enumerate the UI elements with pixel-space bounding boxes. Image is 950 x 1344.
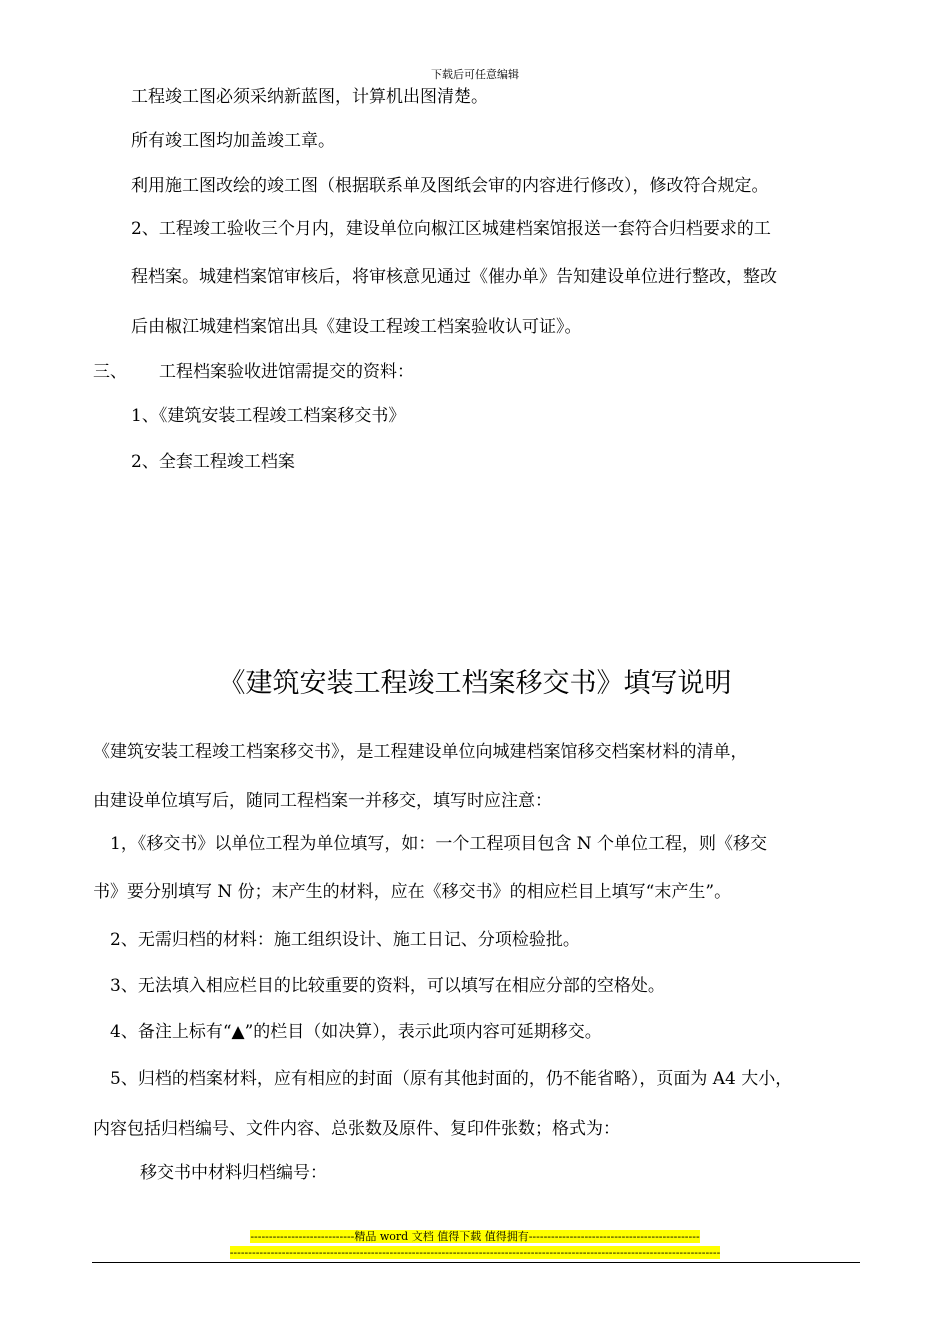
paragraph-line: 程档案。城建档案馆审核后，将审核意见通过《催办单》告知建设单位进行整改，整改 xyxy=(131,267,777,287)
paragraph-line: 2、无需归档的材料：施工组织设计、施工日记、分项检验批。 xyxy=(110,930,580,950)
paragraph-line: 工程竣工图必须采纳新蓝图，计算机出图清楚。 xyxy=(131,87,488,107)
paragraph-line: 5、归档的档案材料，应有相应的封面（原有其他封面的，仍不能省略），页面为 A4 大小， xyxy=(110,1069,793,1089)
paragraph-line: 所有竣工图均加盖竣工章。 xyxy=(131,131,335,151)
page-title: 《建筑安装工程竣工档案移交书》填写说明 xyxy=(218,668,732,699)
section-number: 三、 xyxy=(93,362,127,382)
paragraph-line: 内容包括归档编号、文件内容、总张数及原件、复印件张数；格式为： xyxy=(93,1119,620,1139)
paragraph-line: 《建筑安装工程竣工档案移交书》，是工程建设单位向城建档案馆移交档案材料的清单， xyxy=(93,742,748,762)
header-note: 下载后可任意编辑 xyxy=(431,68,519,81)
paragraph-line: 移交书中材料归档编号： xyxy=(140,1163,327,1183)
list-item: 2、全套工程竣工档案 xyxy=(131,452,295,472)
paragraph-line: 4、备注上标有“▲”的栏目（如决算），表示此项内容可延期移交。 xyxy=(110,1022,602,1042)
paragraph-line: 书》要分别填写 N 份；末产生的材料，应在《移交书》的相应栏目上填写“末产生”。 xyxy=(93,882,732,902)
paragraph-line: 3、无法填入相应栏目的比较重要的资料，可以填写在相应分部的空格处。 xyxy=(110,976,665,996)
footer-banner-line xyxy=(0,1246,950,1260)
paragraph-line: 1，《移交书》以单位工程为单位填写，如：一个工程项目包含 N 个单位工程，则《移交 xyxy=(110,834,767,854)
list-item: 1、《建筑安装工程竣工档案移交书》 xyxy=(131,406,406,426)
paragraph-line: 由建设单位填写后，随同工程档案一并移交，填写时应注意： xyxy=(93,791,552,811)
paragraph-line: 后由椒江城建档案馆出具《建设工程竣工档案验收认可证》。 xyxy=(131,317,582,337)
footer-banner-dashes: ------------------------------------------------------------------------------------------------------------------------------------ xyxy=(229,1246,721,1259)
paragraph-line: 利用施工图改绘的竣工图（根据联系单及图纸会审的内容进行修改），修改符合规定。 xyxy=(131,176,769,196)
footer-banner-line xyxy=(0,1230,950,1244)
footer-divider xyxy=(92,1262,860,1263)
paragraph-line: 2、工程竣工验收三个月内，建设单位向椒江区城建档案馆报送一套符合归档要求的工 xyxy=(131,219,771,239)
footer-banner-text: ----------------------------精品 word 文档 值得下载 值得拥有---------------------------------------------- xyxy=(250,1230,700,1243)
section-heading: 工程档案验收进馆需提交的资料： xyxy=(159,362,414,382)
